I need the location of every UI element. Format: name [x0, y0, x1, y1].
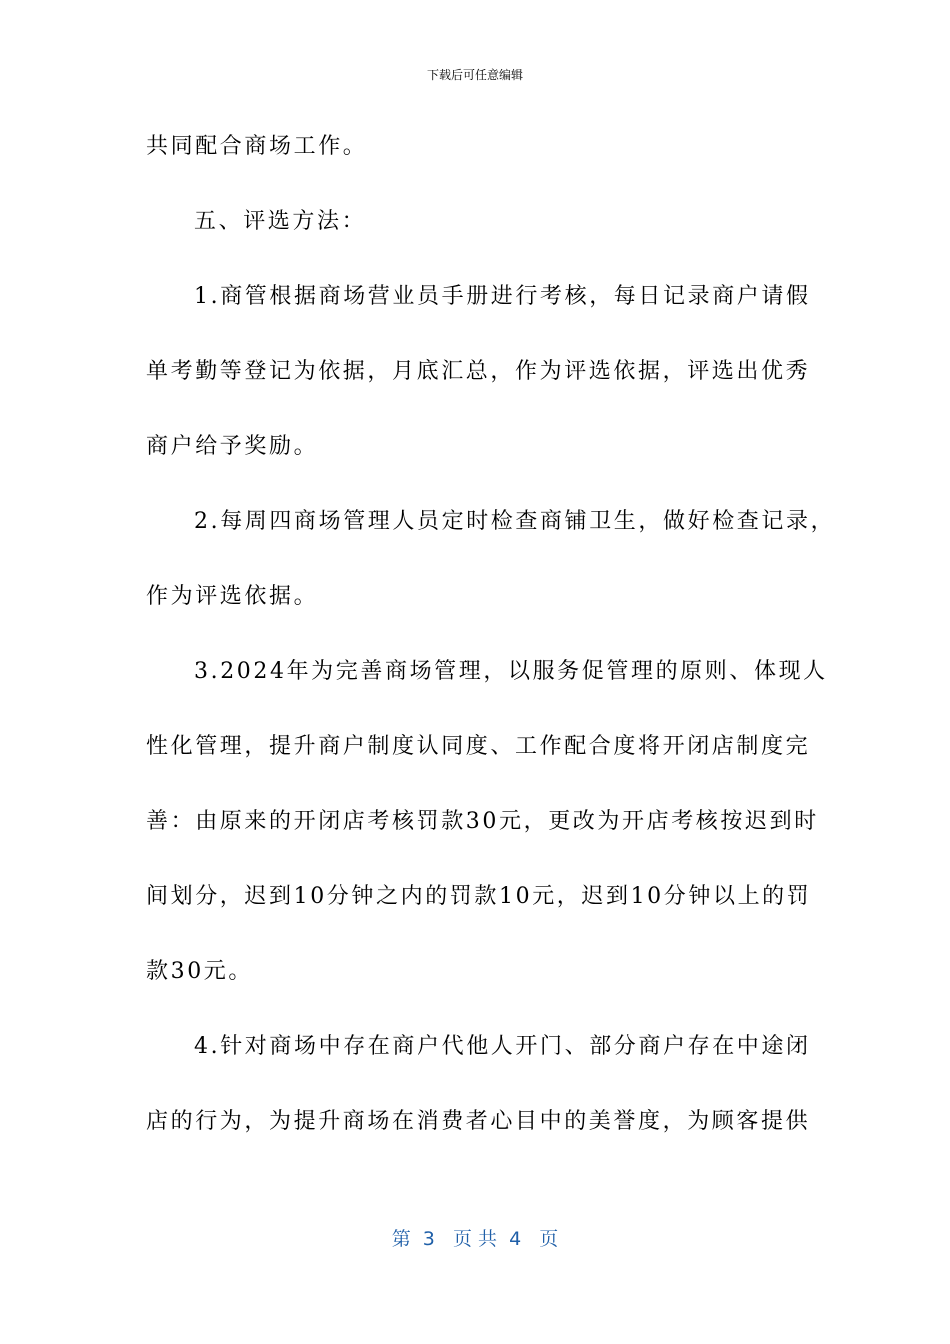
page-footer: 第 3 页 共 4 页: [391, 1228, 559, 1250]
page-header: 下载后可任意编辑: [426, 68, 523, 82]
text-line: 1.商管根据商场营业员手册进行考核，每日记录商户请假: [194, 284, 811, 309]
text-line: 单考勤等登记为依据，月底汇总，作为评选依据，评选出优秀: [146, 359, 811, 384]
text-line: 商户给予奖励。: [146, 434, 319, 459]
text-line: 4.针对商场中存在商户代他人开门、部分商户存在中途闭: [194, 1034, 811, 1059]
text-line: 性化管理，提升商户制度认同度、工作配合度将开闭店制度完: [146, 734, 811, 759]
text-line: 共同配合商场工作。: [146, 134, 368, 159]
text-line: 款30元。: [146, 959, 253, 984]
text-line: 3.2024年为完善商场管理，以服务促管理的原则、体现人: [194, 659, 828, 684]
section-heading: 五、评选方法：: [194, 209, 367, 234]
text-line: 2.每周四商场管理人员定时检查商铺卫生，做好检查记录，: [194, 509, 836, 534]
text-line: 作为评选依据。: [146, 584, 319, 609]
document-body: [146, 126, 836, 1176]
text-line: 善：由原来的开闭店考核罚款30元，更改为开店考核按迟到时: [146, 809, 819, 834]
text-line: 间划分，迟到10分钟之内的罚款10元，迟到10分钟以上的罚: [146, 884, 812, 909]
text-line: 店的行为，为提升商场在消费者心目中的美誉度，为顾客提供: [146, 1109, 811, 1134]
